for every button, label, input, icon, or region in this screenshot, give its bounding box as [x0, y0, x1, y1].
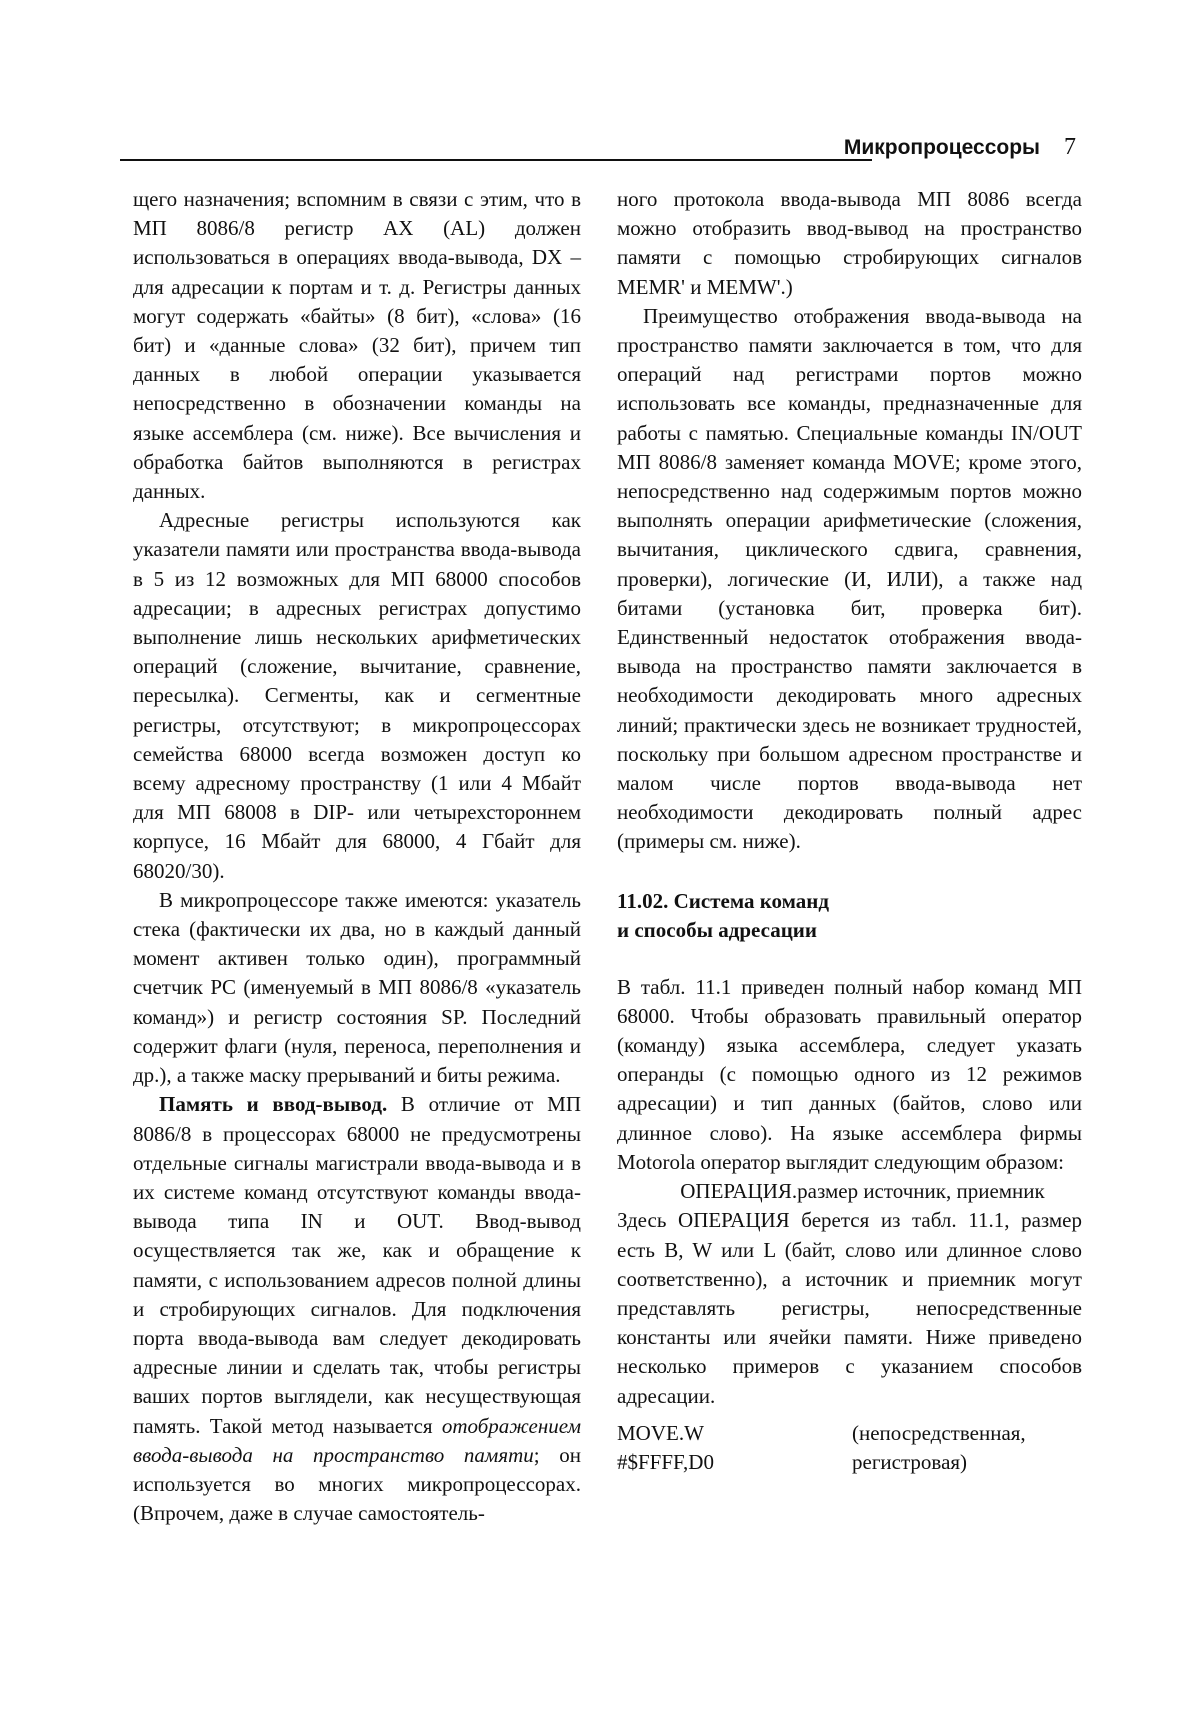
code-example — [617, 1419, 1082, 1477]
paragraph: Преимущество отображения ввода-вывода на пространство памяти заключается в том, что для операций над регистрами портов можно использовать все команды, предназначенные для работы с памятью. Специальные команды IN/OUT МП 8086/8 заменяет команда MOVE; кроме этого, непосредственно над содержимым портов можно выполнять операции арифметические (сложения, вычитания, циклического сдвига, сравнения, проверки), логические (И, ИЛИ), а также над битами (установка бит, проверка бит). Единственный недостаток отображения ввода-вывода на пространство памяти заключается в необходимости декодировать много адресных линий; практически здесь не возникает трудностей, поскольку при большом адресном пространстве и малом числе портов ввода-вывода нет необходимости декодировать полный адрес (примеры см. ниже). — [617, 303, 1082, 854]
page-number: 7 — [1064, 134, 1076, 160]
section-heading — [617, 887, 1082, 945]
running-header — [120, 128, 1080, 168]
paragraph: В микропроцессоре также имеются: указатель стека (фактически их два, но в каждый данный момент активен только один), программный счетчик PC (именуемый в МП 8086/8 «указатель команд») и регистр состояния SP. Последний содержит флаги (нуля, переноса, переполнения и др.), а также маску прерываний и биты режима. — [133, 887, 581, 1088]
paragraph: щего назначения; вспомним в связи с этим, что в МП 8086/8 регистр AX (AL) должен использоваться в операциях ввода-вывода, DX – для адресации к портам и т. д. Регистры данных могут содержать «байты» (8 бит), «слова» (16 бит) и «данные слова» (32 бит), причем тип данных в любой операции указывается непосредственно в обозначении команды на языке ассемблера (см. ниже). Все вычисления и обработка байтов выполняются в регистрах данных. — [133, 187, 581, 504]
paragraph — [133, 1090, 581, 1528]
paragraph: Адресные регистры используются как указатели памяти или пространства ввода-вывода в 5 из 12 возможных для МП 68000 способов адресации; в адресных регистрах допустимо выполнение лишь нескольких арифметических операций (сложение, вычитание, сравнение, пересылка). Сегменты, как и сегментные регистры, отсутствуют; в микропроцессорах семейства 68000 всегда возможен доступ ко всему адресному пространству (1 или 4 Мбайт для МП 68008 в DIP- или четырехстороннем корпусе, 16 Мбайт для 68000, 4 Гбайт для 68020/30). — [133, 508, 581, 883]
run-in-heading: Память и ввод-вывод. — [159, 1092, 388, 1117]
italic-term: отображением ввода-вывода на пространство памяти — [133, 1413, 581, 1467]
paragraph: ного протокола ввода-вывода МП 8086 всегда можно отобразить ввод-вывод на пространство памяти с помощью стробирующих сигналов MEMR' и MEMW'.) — [617, 187, 1082, 299]
example-description-line: (непосредственная, — [852, 1420, 1026, 1445]
left-column — [133, 185, 581, 1528]
paragraph: Здесь ОПЕРАЦИЯ берется из табл. 11.1, размер есть B, W или L (байт, слово или длинное слово соответственно), а источник и приемник могут представлять регистры, непосредственные константы или ячейки памяти. Ниже приведено несколько примеров с указанием способов адресации. — [617, 1208, 1082, 1408]
paragraph: В табл. 11.1 приведен полный набор команд МП 68000. Чтобы образовать правильный оператор (команду) языка ассемблера, следует указать операнды (с помощью одного из 12 режимов адресации) и тип данных (байтов, слово или длинное слово). На языке ассемблера фирмы Motorola оператор выглядит следующим образом: — [617, 974, 1082, 1174]
running-title: Микропроцессоры — [843, 136, 1040, 159]
example-code-line: #$FFFF,D0 — [617, 1449, 714, 1474]
example-description — [852, 1419, 1082, 1477]
header-rule — [120, 159, 872, 161]
example-code — [617, 1419, 827, 1477]
section-heading-line: 11.02. Система команд — [617, 888, 830, 913]
section-heading-line: и способы адресации — [617, 917, 817, 942]
syntax-line: ОПЕРАЦИЯ.размер источник, приемник — [680, 1179, 1045, 1204]
example-description-line: регистровая) — [852, 1449, 968, 1474]
text-run: ; он используется во многих микропроцессорах. (Впрочем, даже в случае самостоятель- — [133, 1442, 581, 1526]
right-column — [617, 185, 1082, 1477]
example-code-line: MOVE.W — [617, 1420, 704, 1445]
text-run: В отличие от МП 8086/8 в процессорах 68000 не предусмотрены отдельные сигналы магистрали ввода-вывода и в их системе команд отсутствуют команды ввода-вывода типа IN и OUT. Ввод-вывод осуществляется так же, как и обращение к памяти, с использованием адресов полной длины и стробирующих сигналов. Для подключения порта ввода-вывода вам следует декодировать адресные линии и сделать так, чтобы регистры ваших портов выглядели, как несуществующая память. Такой метод называется — [133, 1092, 581, 1438]
